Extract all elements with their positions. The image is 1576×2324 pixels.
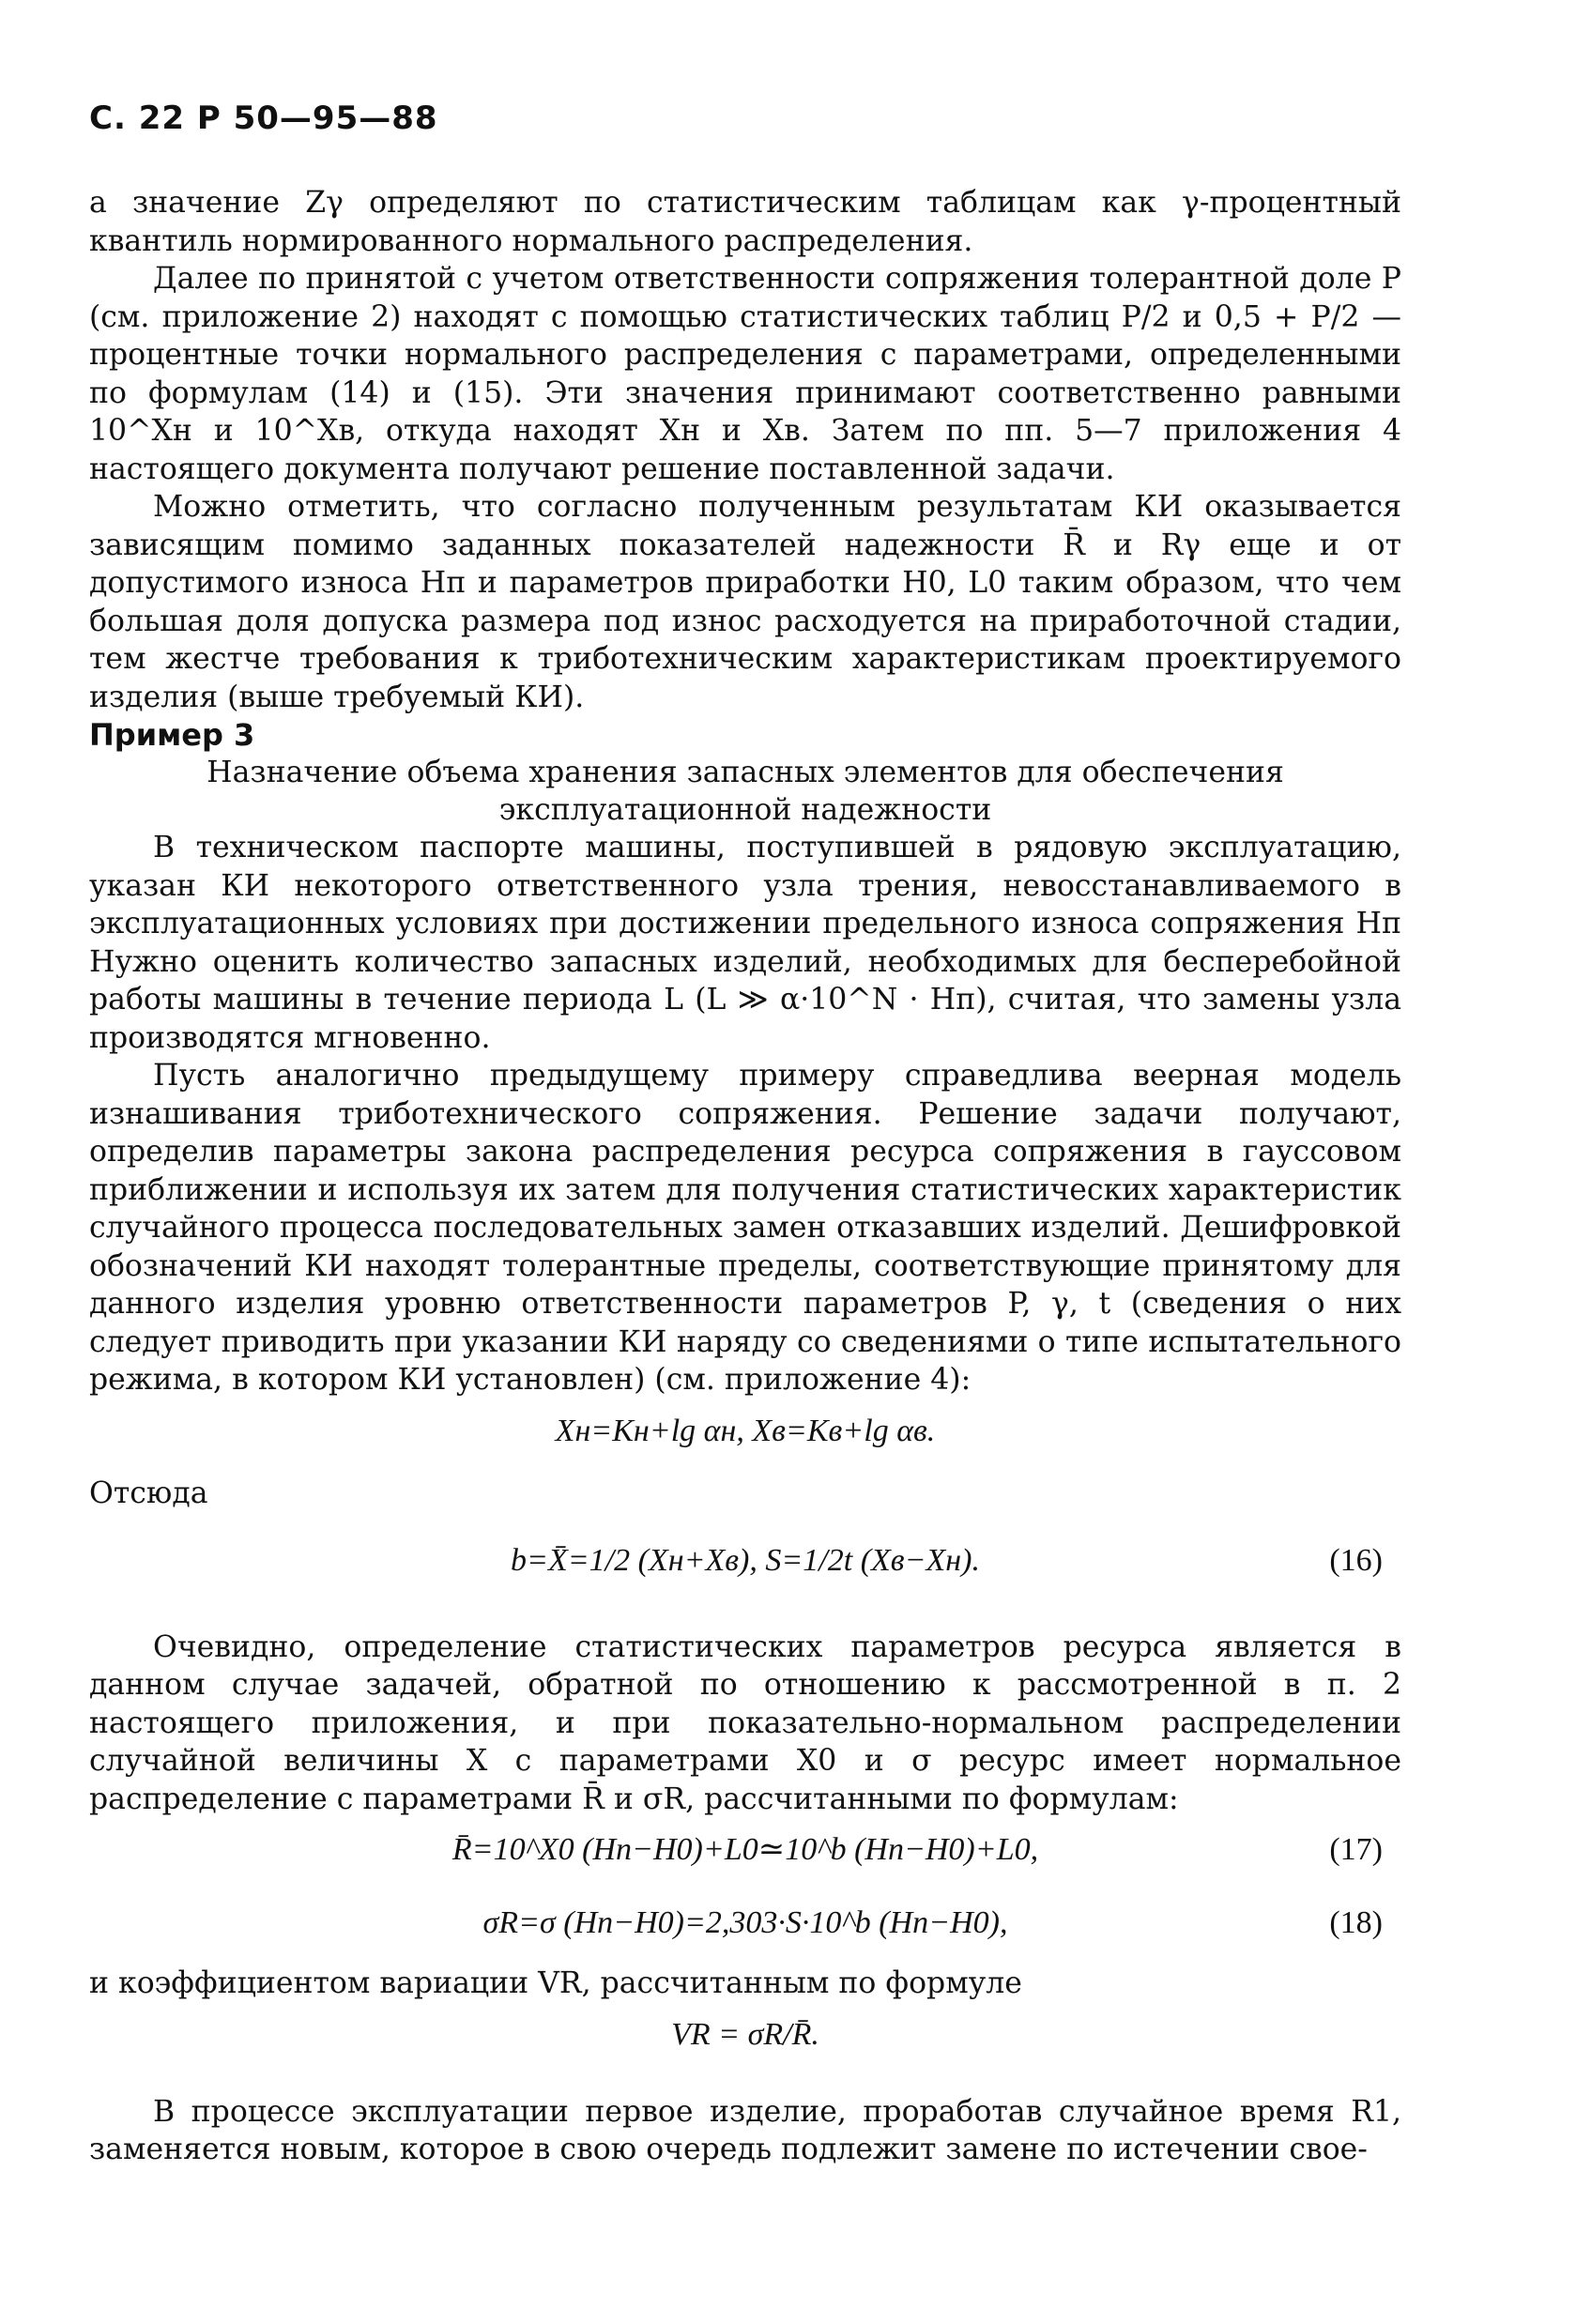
example-title: Назначение объема хранения запасных элементов для обеспечения эксплуатационной надежности — [207, 756, 1284, 827]
paragraph-6: Очевидно, определение статистических параметров ресурса является в данном случае задачей, обратной по отношению к рассмотренной в п. 2 настоящего приложения, и при показательно-нормальном распределении случайной величины X с параметрами X0 и σ ресурс имеет нормальное распределение с параметрами R̄ и σR, рассчитанными по формулам: — [89, 1629, 1401, 1816]
formula-vr: VR = σR/R̄. — [671, 2016, 819, 2052]
paragraph-3: Можно отметить, что согласно полученным результатам КИ оказывается зависящим помимо заданных показателей надежности R̄ и Rγ еще и от допустимого износа Hп и параметров приработки H0, L0 таким образом, что чем большая доля допуска размера под износ расходуется на приработочной стадии, тем жестче требования к триботехническим характеристикам проектируемого изделия (выше требуемый КИ). — [89, 490, 1401, 714]
equation-number-17: (17) — [1329, 1832, 1383, 1867]
otsyuda-label: Отсюда — [89, 1475, 208, 1510]
equation-number-16: (16) — [1329, 1542, 1383, 1578]
paragraph-2: Далее по принятой с учетом ответственности сопряжения толерантной доле P (см. приложение 2) находят с помощью статистических таблиц P/2 и 0,5 + P/2 — процентные точки нормального распределения с параметрами, определенными по формулам (14) и (15). Эти значения принимают соответственно равными 10^Xн и 10^Xв, откуда находят Xн и Xв. Затем по пп. 5—7 приложения 4 настоящего документа получают решение поставленной задачи. — [89, 262, 1401, 486]
paragraph-8: В процессе эксплуатации первое изделие, проработав случайное время R1, заменяется новым, которое в свою очередь подлежит замене по истечении свое- — [89, 2094, 1401, 2166]
paragraph-5: Пусть аналогично предыдущему примеру справедлива веерная модель изнашивания триботехнического сопряжения. Решение задачи получают, определив параметры закона распределения ресурса сопряжения в гауссовом приближении и используя их затем для получения статистических характеристик случайного процесса последовательных замен отказавших изделий. Дешифровкой обозначений КИ находят толерантные пределы, соответствующие принятому для данного изделия уровню ответственности параметров P, γ, t (сведения о них следует приводить при указании КИ наряду со сведениями о типе испытательного режима, в котором КИ установлен) (см. приложение 4): — [89, 1059, 1401, 1397]
formula-limits: Xн=Kн+lg αн, Xв=Kв+lg αв. — [555, 1413, 936, 1448]
example-label: Пример 3 — [89, 717, 255, 753]
formula-16: b=X̄=1/2 (Xн+Xв), S=1/2t (Xв−Xн). — [511, 1542, 980, 1578]
formula-17: R̄=10^X0 (Hп−H0)+L0≃10^b (Hп−H0)+L0, — [451, 1832, 1039, 1867]
formula-limits-row — [89, 1399, 1401, 1473]
paragraph-1: а значение Zγ определяют по статистическим таблицам как γ-процентный квантиль нормированного нормального распределения. — [89, 186, 1401, 258]
paragraph-4: В техническом паспорте машины, поступившей в рядовую эксплуатацию, указан КИ некоторого ответственного узла трения, невосстанавливаемого в эксплуатационных условиях при достижении предельного износа сопряжения Hп Нужно оценить количество запасных изделий, необходимых для бесперебойной работы машины в течение периода L (L ≫ α·10^N · Hп), считая, что замены узла производятся мгновенно. — [89, 831, 1401, 1055]
equation-number-18: (18) — [1329, 1905, 1383, 1940]
formula-18: σR=σ (Hп−H0)=2,303·S·10^b (Hп−H0), — [482, 1905, 1008, 1940]
formula-16-row — [89, 1514, 1401, 1612]
page-header: С. 22 Р 50—95—88 — [89, 99, 438, 137]
formula-17-row — [89, 1818, 1401, 1891]
document-body — [89, 184, 1401, 2169]
formula-18-row — [89, 1891, 1401, 1965]
paragraph-7: и коэффициентом вариации VR, рассчитанным по формуле — [89, 1966, 1022, 2000]
formula-vr-row — [89, 2003, 1401, 2076]
